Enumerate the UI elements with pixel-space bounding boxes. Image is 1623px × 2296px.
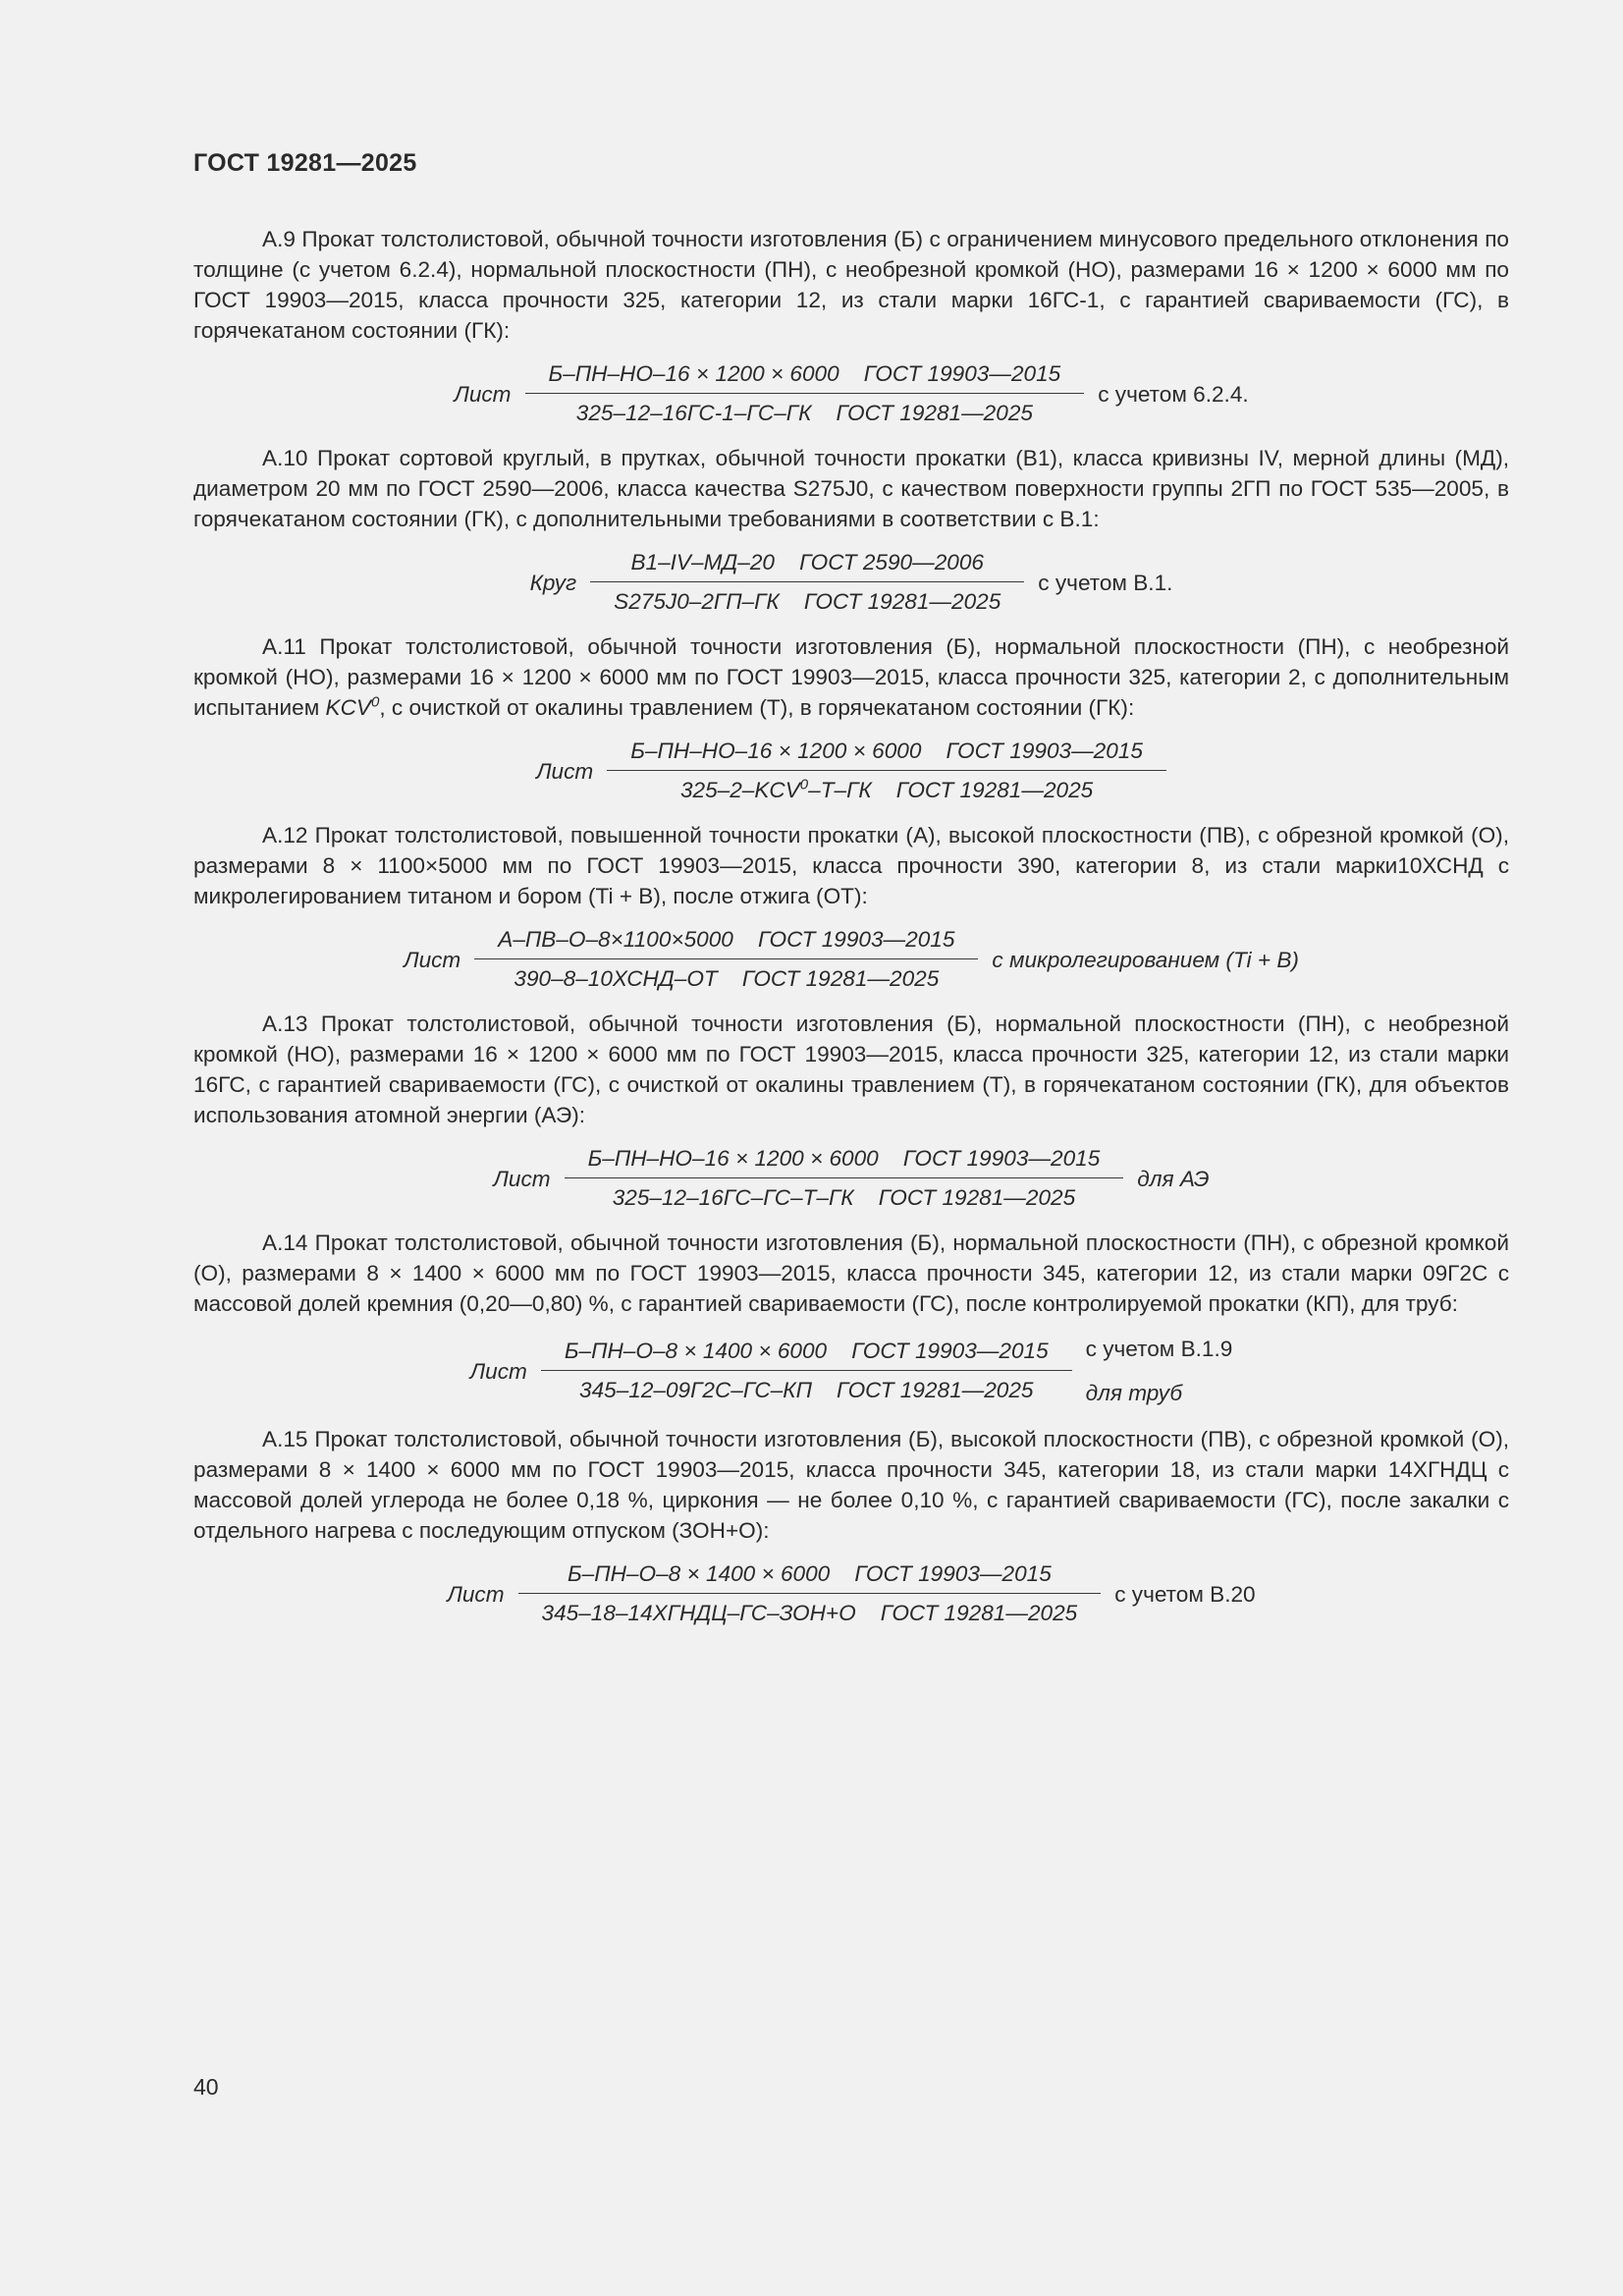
formula-notes: [1086, 1334, 1233, 1408]
formula-numerator: А–ПВ–О–8×1100×5000 ГОСТ 19903—2015: [498, 927, 955, 952]
paragraph-a10: А.10 Прокат сортовой круглый, в прутках, обычной точности прокатки (В1), класса кривизны IV, мерной длины (МД), диаметром 20 мм по ГОСТ 2590—2006, класса качества S275J0, с качеством поверхности группы 2ГП по ГОСТ 535—2005, в горячекатаном состоянии (ГК), с дополнительными требованиями в соответствии с В.1:: [193, 446, 1509, 531]
fraction-bar: [541, 1370, 1072, 1371]
designation-formula-a12: [193, 926, 1509, 993]
formula-lead: Лист: [493, 1166, 551, 1191]
paragraph-a15: А.15 Прокат толстолистовой, обычной точности изготовления (Б), высокой плоскостности (ПВ), с обрезной кромкой (О), размерами 8 × 1400 × 6000 мм по ГОСТ 19903—2015, класса прочности 345, категории 18, из стали марки 14ХГНДЦ с массовой долей углерода не более 0,18 %, циркония — не более 0,10 %, с гарантией свариваемости (ГС), после закалки с отдельного нагрева с последующим отпуском (ЗОН+О):: [193, 1427, 1509, 1543]
formula-fraction: [565, 1145, 1124, 1212]
denominator-part: –Т–ГК ГОСТ 19281—2025: [808, 778, 1094, 802]
formula-lead: Лист: [404, 947, 461, 972]
formula-numerator: Б–ПН–НО–16 × 1200 × 6000 ГОСТ 19903—2015: [548, 361, 1061, 386]
formula-denominator: 345–18–14ХГНДЦ–ГС–ЗОН+О ГОСТ 19281—2025: [541, 1601, 1078, 1625]
fraction-bar: [525, 393, 1085, 394]
fraction-bar: [590, 581, 1024, 582]
designation-formula-a11: [193, 738, 1509, 804]
formula-denominator: 345–12–09Г2С–ГС–КП ГОСТ 19281—2025: [579, 1378, 1034, 1402]
formula-denominator: 325–12–16ГС-1–ГС–ГК ГОСТ 19281—2025: [575, 401, 1033, 425]
fraction-bar: [518, 1593, 1102, 1594]
formula-numerator: Б–ПН–НО–16 × 1200 × 6000 ГОСТ 19903—2015: [587, 1146, 1101, 1171]
page-number: 40: [193, 2074, 219, 2100]
denominator-part: 325–2–KCV: [679, 778, 800, 802]
formula-lead: Лист: [536, 758, 594, 784]
formula-fraction: [607, 738, 1166, 804]
paragraph-a14: А.14 Прокат толстолистовой, обычной точности изготовления (Б), нормальной плоскостности (ПН), с обрезной кромкой (О), размерами 8 × 1400 × 6000 мм по ГОСТ 19903—2015, класса прочности 345, категории 12, из стали марки 09Г2С с массовой долей кремния (0,20—0,80) %, с гарантией свариваемости (ГС), после контролируемой прокатки (КП), для труб:: [193, 1230, 1509, 1316]
formula-numerator: В1–IV–МД–20 ГОСТ 2590—2006: [630, 550, 984, 574]
fraction-bar: [607, 770, 1166, 771]
formula-fraction: [518, 1560, 1102, 1627]
formula-fraction: [525, 360, 1085, 427]
formula-note: с учетом В.20: [1114, 1581, 1256, 1607]
formula-denominator: S275J0–2ГП–ГК ГОСТ 19281—2025: [614, 589, 1001, 614]
designation-formula-a14: [193, 1334, 1509, 1408]
formula-fraction: [541, 1338, 1072, 1404]
formula-note: для АЭ: [1137, 1166, 1210, 1191]
document-body: [193, 224, 1509, 1643]
designation-formula-a10: [193, 549, 1509, 616]
formula-lead: Лист: [454, 381, 512, 407]
paragraph-a12: А.12 Прокат толстолистовой, повышенной точности прокатки (А), высокой плоскостности (ПВ), с обрезной кромкой (О), размерами 8 × 1100×5000 мм по ГОСТ 19903—2015, класса прочности 390, категории 8, из стали марки10ХСНД с микролегированием титаном и бором (Ti + B), после отжига (ОТ):: [193, 823, 1509, 908]
kcv-term: KCV$^0$: [325, 693, 380, 720]
formula-numerator: Б–ПН–О–8 × 1400 × 6000 ГОСТ 19903—2015: [564, 1339, 1049, 1363]
superscript: 0: [371, 693, 380, 711]
document-header: ГОСТ 19281—2025: [193, 149, 417, 177]
superscript: 0: [799, 776, 809, 793]
paragraph-a11: А.11 Прокат толстолистовой, обычной точности изготовления (Б), нормальной плоскостности (ПН), с необрезной кромкой (НО), размерами 16 × 1200 × 6000 мм по ГОСТ 19903—2015, класса прочности 325, категории 2, с дополнительным испытанием KCV$^0$, с очисткой от окалины травлением (Т), в горячекатаном состоянии (ГК):: [193, 634, 1509, 720]
formula-denominator: 390–8–10ХСНД–ОТ ГОСТ 19281—2025: [514, 966, 940, 991]
formula-numerator: Б–ПН–О–8 × 1400 × 6000 ГОСТ 19903—2015: [567, 1561, 1052, 1586]
formula-fraction: [474, 926, 978, 993]
formula-fraction: [590, 549, 1024, 616]
formula-note-top: с учетом В.1.9: [1085, 1337, 1233, 1361]
formula-numerator: Б–ПН–НО–16 × 1200 × 6000 ГОСТ 19903—2015: [630, 738, 1143, 763]
formula-lead: Круг: [529, 570, 577, 595]
formula-note: с учетом 6.2.4.: [1098, 381, 1249, 407]
designation-formula-a13: [193, 1145, 1509, 1212]
fraction-bar: [565, 1177, 1124, 1178]
formula-denominator: 325–12–16ГС–ГС–Т–ГК ГОСТ 19281—2025: [612, 1185, 1076, 1210]
formula-lead: Лист: [447, 1581, 505, 1607]
fraction-bar: [474, 958, 978, 959]
formula-note: с микролегированием (Ti + B): [992, 947, 1299, 972]
designation-formula-a9: [193, 360, 1509, 427]
formula-note: с учетом В.1.: [1038, 570, 1173, 595]
formula-denominator: [657, 777, 1116, 804]
formula-note-bottom: для труб: [1085, 1381, 1183, 1405]
designation-formula-a15: [193, 1560, 1509, 1627]
paragraph-a13: А.13 Прокат толстолистовой, обычной точности изготовления (Б), нормальной плоскостности (ПН), с необрезной кромкой (НО), размерами 16 × 1200 × 6000 мм по ГОСТ 19903—2015, класса прочности 325, категории 12, из стали марки 16ГС, с гарантией свариваемости (ГС), с очисткой от окалины травлением (Т), в горячекатаном состоянии (ГК), для объектов использования атомной энергии (АЭ):: [193, 1011, 1509, 1127]
formula-lead: Лист: [469, 1358, 527, 1384]
paragraph-a9: А.9 Прокат толстолистовой, обычной точности изготовления (Б) с ограничением минусового предельного отклонения по толщине (с учетом 6.2.4), нормальной плоскостности (ПН), с необрезной кромкой (НО), размерами 16 × 1200 × 6000 мм по ГОСТ 19903—2015, класса прочности 325, категории 12, из стали марки 16ГС-1, с гарантией свариваемости (ГС), в горячекатаном состоянии (ГК):: [193, 227, 1509, 343]
